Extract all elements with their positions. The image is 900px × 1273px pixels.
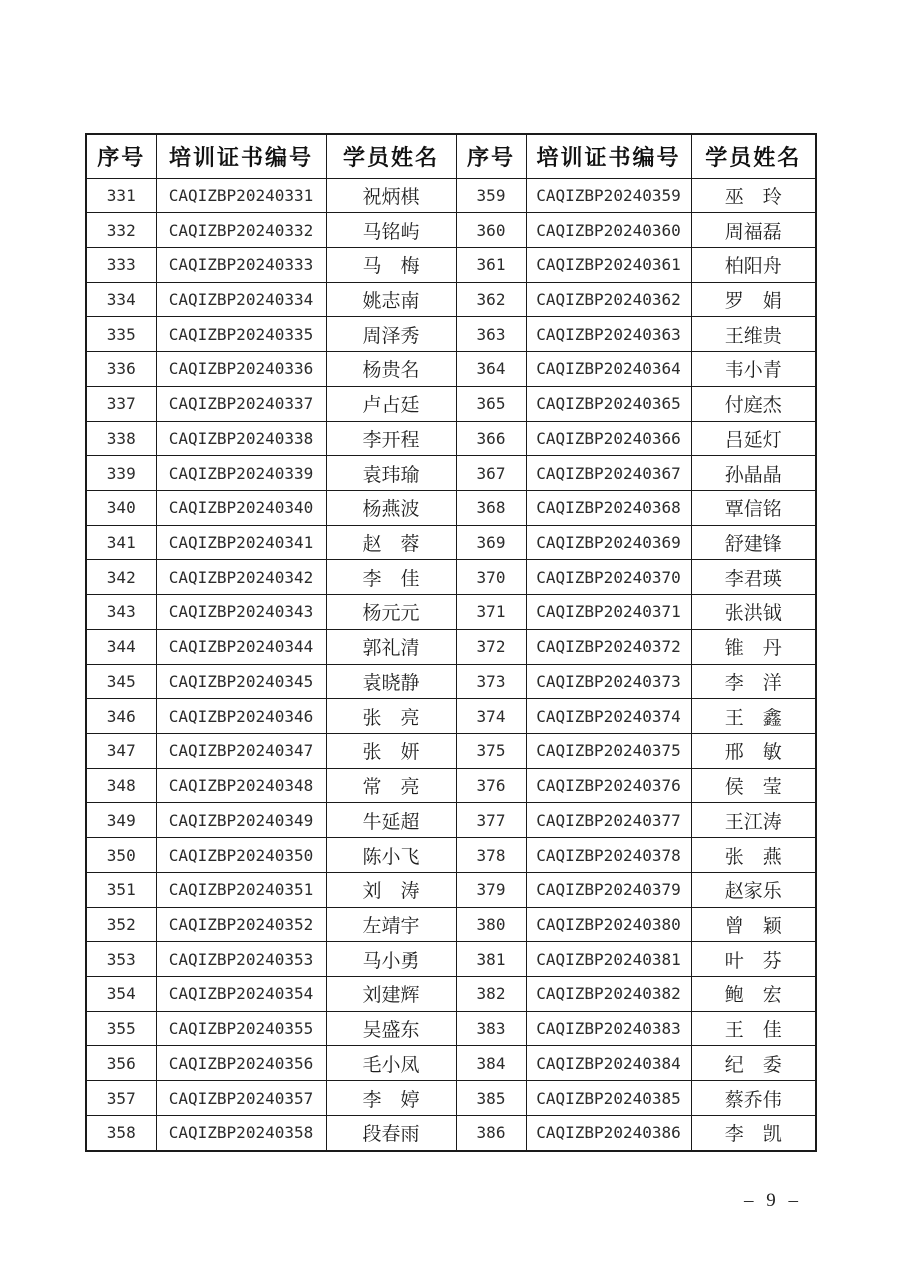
table-row bbox=[86, 490, 816, 525]
serial-cell: 333 bbox=[86, 247, 156, 282]
student-name-cell: 马 梅 bbox=[326, 247, 456, 282]
table-row bbox=[86, 942, 816, 977]
cert-number-cell: CAQIZBP20240384 bbox=[526, 1046, 691, 1081]
cert-number-cell: CAQIZBP20240336 bbox=[156, 352, 326, 387]
cert-number-cell: CAQIZBP20240383 bbox=[526, 1011, 691, 1046]
cert-number-cell: CAQIZBP20240352 bbox=[156, 907, 326, 942]
cert-number-cell: CAQIZBP20240372 bbox=[526, 629, 691, 664]
table-row bbox=[86, 213, 816, 248]
serial-cell: 369 bbox=[456, 525, 526, 560]
student-name-cell: 张 燕 bbox=[691, 838, 816, 873]
table-row bbox=[86, 734, 816, 769]
student-name-cell: 段春雨 bbox=[326, 1115, 456, 1151]
header-name-right: 学员姓名 bbox=[691, 134, 816, 178]
student-name-cell: 马小勇 bbox=[326, 942, 456, 977]
serial-cell: 347 bbox=[86, 734, 156, 769]
cert-number-cell: CAQIZBP20240354 bbox=[156, 977, 326, 1012]
serial-cell: 371 bbox=[456, 595, 526, 630]
cert-number-cell: CAQIZBP20240335 bbox=[156, 317, 326, 352]
serial-cell: 374 bbox=[456, 699, 526, 734]
table-row bbox=[86, 872, 816, 907]
table-row bbox=[86, 247, 816, 282]
serial-cell: 384 bbox=[456, 1046, 526, 1081]
cert-number-cell: CAQIZBP20240345 bbox=[156, 664, 326, 699]
student-name-cell: 袁晓静 bbox=[326, 664, 456, 699]
student-name-cell: 纪 委 bbox=[691, 1046, 816, 1081]
serial-cell: 373 bbox=[456, 664, 526, 699]
header-cert-left: 培训证书编号 bbox=[156, 134, 326, 178]
page-number: – 9 – bbox=[744, 1190, 802, 1211]
cert-number-cell: CAQIZBP20240341 bbox=[156, 525, 326, 560]
cert-number-cell: CAQIZBP20240347 bbox=[156, 734, 326, 769]
table-row bbox=[86, 1046, 816, 1081]
cert-number-cell: CAQIZBP20240355 bbox=[156, 1011, 326, 1046]
student-name-cell: 周福磊 bbox=[691, 213, 816, 248]
serial-cell: 361 bbox=[456, 247, 526, 282]
cert-number-cell: CAQIZBP20240377 bbox=[526, 803, 691, 838]
cert-number-cell: CAQIZBP20240370 bbox=[526, 560, 691, 595]
serial-cell: 349 bbox=[86, 803, 156, 838]
student-name-cell: 周泽秀 bbox=[326, 317, 456, 352]
cert-number-cell: CAQIZBP20240356 bbox=[156, 1046, 326, 1081]
serial-cell: 359 bbox=[456, 178, 526, 213]
table-row bbox=[86, 1115, 816, 1151]
student-name-cell: 刘 涛 bbox=[326, 872, 456, 907]
serial-cell: 336 bbox=[86, 352, 156, 387]
cert-number-cell: CAQIZBP20240333 bbox=[156, 247, 326, 282]
cert-number-cell: CAQIZBP20240338 bbox=[156, 421, 326, 456]
serial-cell: 358 bbox=[86, 1115, 156, 1151]
student-name-cell: 蔡乔伟 bbox=[691, 1081, 816, 1116]
cert-number-cell: CAQIZBP20240362 bbox=[526, 282, 691, 317]
cert-number-cell: CAQIZBP20240346 bbox=[156, 699, 326, 734]
serial-cell: 377 bbox=[456, 803, 526, 838]
cert-number-cell: CAQIZBP20240351 bbox=[156, 872, 326, 907]
cert-number-cell: CAQIZBP20240350 bbox=[156, 838, 326, 873]
student-name-cell: 李君瑛 bbox=[691, 560, 816, 595]
student-name-cell: 张 妍 bbox=[326, 734, 456, 769]
cert-number-cell: CAQIZBP20240361 bbox=[526, 247, 691, 282]
student-name-cell: 曾 颖 bbox=[691, 907, 816, 942]
table-row bbox=[86, 421, 816, 456]
serial-cell: 372 bbox=[456, 629, 526, 664]
header-cert-right: 培训证书编号 bbox=[526, 134, 691, 178]
table-row bbox=[86, 699, 816, 734]
serial-cell: 380 bbox=[456, 907, 526, 942]
table-header bbox=[86, 134, 816, 178]
serial-cell: 341 bbox=[86, 525, 156, 560]
cert-number-cell: CAQIZBP20240365 bbox=[526, 386, 691, 421]
student-name-cell: 卢占廷 bbox=[326, 386, 456, 421]
cert-number-cell: CAQIZBP20240369 bbox=[526, 525, 691, 560]
serial-cell: 360 bbox=[456, 213, 526, 248]
student-name-cell: 王 鑫 bbox=[691, 699, 816, 734]
student-name-cell: 舒建锋 bbox=[691, 525, 816, 560]
student-name-cell: 郭礼清 bbox=[326, 629, 456, 664]
cert-number-cell: CAQIZBP20240357 bbox=[156, 1081, 326, 1116]
serial-cell: 343 bbox=[86, 595, 156, 630]
cert-number-cell: CAQIZBP20240373 bbox=[526, 664, 691, 699]
student-name-cell: 杨元元 bbox=[326, 595, 456, 630]
student-name-cell: 锥 丹 bbox=[691, 629, 816, 664]
serial-cell: 345 bbox=[86, 664, 156, 699]
table-row bbox=[86, 907, 816, 942]
table-row bbox=[86, 838, 816, 873]
student-name-cell: 孙晶晶 bbox=[691, 456, 816, 491]
cert-number-cell: CAQIZBP20240344 bbox=[156, 629, 326, 664]
student-name-cell: 袁玮瑜 bbox=[326, 456, 456, 491]
cert-number-cell: CAQIZBP20240371 bbox=[526, 595, 691, 630]
student-name-cell: 吕延灯 bbox=[691, 421, 816, 456]
student-name-cell: 牛延超 bbox=[326, 803, 456, 838]
serial-cell: 363 bbox=[456, 317, 526, 352]
cert-number-cell: CAQIZBP20240342 bbox=[156, 560, 326, 595]
cert-number-cell: CAQIZBP20240343 bbox=[156, 595, 326, 630]
table-row bbox=[86, 803, 816, 838]
serial-cell: 383 bbox=[456, 1011, 526, 1046]
student-name-cell: 叶 芬 bbox=[691, 942, 816, 977]
student-name-cell: 张 亮 bbox=[326, 699, 456, 734]
cert-number-cell: CAQIZBP20240366 bbox=[526, 421, 691, 456]
student-name-cell: 毛小凤 bbox=[326, 1046, 456, 1081]
student-name-cell: 王维贵 bbox=[691, 317, 816, 352]
student-name-cell: 杨燕波 bbox=[326, 490, 456, 525]
header-row bbox=[86, 134, 816, 178]
serial-cell: 344 bbox=[86, 629, 156, 664]
serial-cell: 357 bbox=[86, 1081, 156, 1116]
cert-number-cell: CAQIZBP20240359 bbox=[526, 178, 691, 213]
cert-number-cell: CAQIZBP20240348 bbox=[156, 768, 326, 803]
cert-number-cell: CAQIZBP20240381 bbox=[526, 942, 691, 977]
serial-cell: 362 bbox=[456, 282, 526, 317]
student-name-cell: 吴盛东 bbox=[326, 1011, 456, 1046]
cert-number-cell: CAQIZBP20240334 bbox=[156, 282, 326, 317]
cert-number-cell: CAQIZBP20240379 bbox=[526, 872, 691, 907]
serial-cell: 335 bbox=[86, 317, 156, 352]
cert-number-cell: CAQIZBP20240339 bbox=[156, 456, 326, 491]
serial-cell: 375 bbox=[456, 734, 526, 769]
cert-number-cell: CAQIZBP20240363 bbox=[526, 317, 691, 352]
serial-cell: 351 bbox=[86, 872, 156, 907]
table-row bbox=[86, 664, 816, 699]
serial-cell: 353 bbox=[86, 942, 156, 977]
table-row bbox=[86, 386, 816, 421]
student-name-cell: 巫 玲 bbox=[691, 178, 816, 213]
serial-cell: 379 bbox=[456, 872, 526, 907]
serial-cell: 376 bbox=[456, 768, 526, 803]
serial-cell: 386 bbox=[456, 1115, 526, 1151]
table-row bbox=[86, 317, 816, 352]
table-row bbox=[86, 629, 816, 664]
cert-number-cell: CAQIZBP20240349 bbox=[156, 803, 326, 838]
serial-cell: 348 bbox=[86, 768, 156, 803]
student-name-cell: 姚志南 bbox=[326, 282, 456, 317]
serial-cell: 381 bbox=[456, 942, 526, 977]
serial-cell: 340 bbox=[86, 490, 156, 525]
table-row bbox=[86, 768, 816, 803]
student-name-cell: 李 洋 bbox=[691, 664, 816, 699]
table-row bbox=[86, 560, 816, 595]
table-row bbox=[86, 595, 816, 630]
student-name-cell: 祝炳棋 bbox=[326, 178, 456, 213]
cert-number-cell: CAQIZBP20240385 bbox=[526, 1081, 691, 1116]
student-name-cell: 陈小飞 bbox=[326, 838, 456, 873]
table-row bbox=[86, 178, 816, 213]
cert-number-cell: CAQIZBP20240331 bbox=[156, 178, 326, 213]
cert-number-cell: CAQIZBP20240337 bbox=[156, 386, 326, 421]
header-name-left: 学员姓名 bbox=[326, 134, 456, 178]
student-name-cell: 覃信铭 bbox=[691, 490, 816, 525]
table-row bbox=[86, 1011, 816, 1046]
student-name-cell: 马铭屿 bbox=[326, 213, 456, 248]
table-row bbox=[86, 525, 816, 560]
cert-number-cell: CAQIZBP20240367 bbox=[526, 456, 691, 491]
cert-number-cell: CAQIZBP20240353 bbox=[156, 942, 326, 977]
table-row bbox=[86, 456, 816, 491]
student-name-cell: 李 婷 bbox=[326, 1081, 456, 1116]
student-name-cell: 鲍 宏 bbox=[691, 977, 816, 1012]
serial-cell: 331 bbox=[86, 178, 156, 213]
certificate-table bbox=[85, 133, 817, 1152]
student-name-cell: 韦小青 bbox=[691, 352, 816, 387]
cert-number-cell: CAQIZBP20240360 bbox=[526, 213, 691, 248]
serial-cell: 342 bbox=[86, 560, 156, 595]
serial-cell: 370 bbox=[456, 560, 526, 595]
table-row bbox=[86, 977, 816, 1012]
cert-number-cell: CAQIZBP20240374 bbox=[526, 699, 691, 734]
table-row bbox=[86, 1081, 816, 1116]
serial-cell: 368 bbox=[456, 490, 526, 525]
cert-number-cell: CAQIZBP20240375 bbox=[526, 734, 691, 769]
cert-number-cell: CAQIZBP20240386 bbox=[526, 1115, 691, 1151]
serial-cell: 334 bbox=[86, 282, 156, 317]
cert-number-cell: CAQIZBP20240332 bbox=[156, 213, 326, 248]
student-name-cell: 杨贵名 bbox=[326, 352, 456, 387]
student-name-cell: 王 佳 bbox=[691, 1011, 816, 1046]
serial-cell: 346 bbox=[86, 699, 156, 734]
serial-cell: 365 bbox=[456, 386, 526, 421]
serial-cell: 337 bbox=[86, 386, 156, 421]
table-body bbox=[86, 178, 816, 1151]
cert-number-cell: CAQIZBP20240376 bbox=[526, 768, 691, 803]
serial-cell: 339 bbox=[86, 456, 156, 491]
student-name-cell: 李开程 bbox=[326, 421, 456, 456]
student-name-cell: 刘建辉 bbox=[326, 977, 456, 1012]
cert-number-cell: CAQIZBP20240378 bbox=[526, 838, 691, 873]
header-serial-left: 序号 bbox=[86, 134, 156, 178]
cert-number-cell: CAQIZBP20240380 bbox=[526, 907, 691, 942]
student-name-cell: 侯 莹 bbox=[691, 768, 816, 803]
cert-number-cell: CAQIZBP20240340 bbox=[156, 490, 326, 525]
serial-cell: 355 bbox=[86, 1011, 156, 1046]
header-serial-right: 序号 bbox=[456, 134, 526, 178]
serial-cell: 356 bbox=[86, 1046, 156, 1081]
serial-cell: 350 bbox=[86, 838, 156, 873]
serial-cell: 352 bbox=[86, 907, 156, 942]
serial-cell: 338 bbox=[86, 421, 156, 456]
serial-cell: 378 bbox=[456, 838, 526, 873]
student-name-cell: 邢 敏 bbox=[691, 734, 816, 769]
cert-number-cell: CAQIZBP20240358 bbox=[156, 1115, 326, 1151]
table-row bbox=[86, 352, 816, 387]
serial-cell: 366 bbox=[456, 421, 526, 456]
serial-cell: 332 bbox=[86, 213, 156, 248]
student-name-cell: 付庭杰 bbox=[691, 386, 816, 421]
cert-number-cell: CAQIZBP20240368 bbox=[526, 490, 691, 525]
student-name-cell: 张洪钺 bbox=[691, 595, 816, 630]
student-name-cell: 罗 娟 bbox=[691, 282, 816, 317]
student-name-cell: 左靖宇 bbox=[326, 907, 456, 942]
serial-cell: 385 bbox=[456, 1081, 526, 1116]
table-row bbox=[86, 282, 816, 317]
student-name-cell: 柏阳舟 bbox=[691, 247, 816, 282]
serial-cell: 382 bbox=[456, 977, 526, 1012]
student-name-cell: 李 佳 bbox=[326, 560, 456, 595]
student-name-cell: 常 亮 bbox=[326, 768, 456, 803]
serial-cell: 354 bbox=[86, 977, 156, 1012]
student-name-cell: 李 凯 bbox=[691, 1115, 816, 1151]
student-name-cell: 赵 蓉 bbox=[326, 525, 456, 560]
cert-number-cell: CAQIZBP20240382 bbox=[526, 977, 691, 1012]
cert-number-cell: CAQIZBP20240364 bbox=[526, 352, 691, 387]
student-name-cell: 赵家乐 bbox=[691, 872, 816, 907]
serial-cell: 364 bbox=[456, 352, 526, 387]
serial-cell: 367 bbox=[456, 456, 526, 491]
student-name-cell: 王江涛 bbox=[691, 803, 816, 838]
